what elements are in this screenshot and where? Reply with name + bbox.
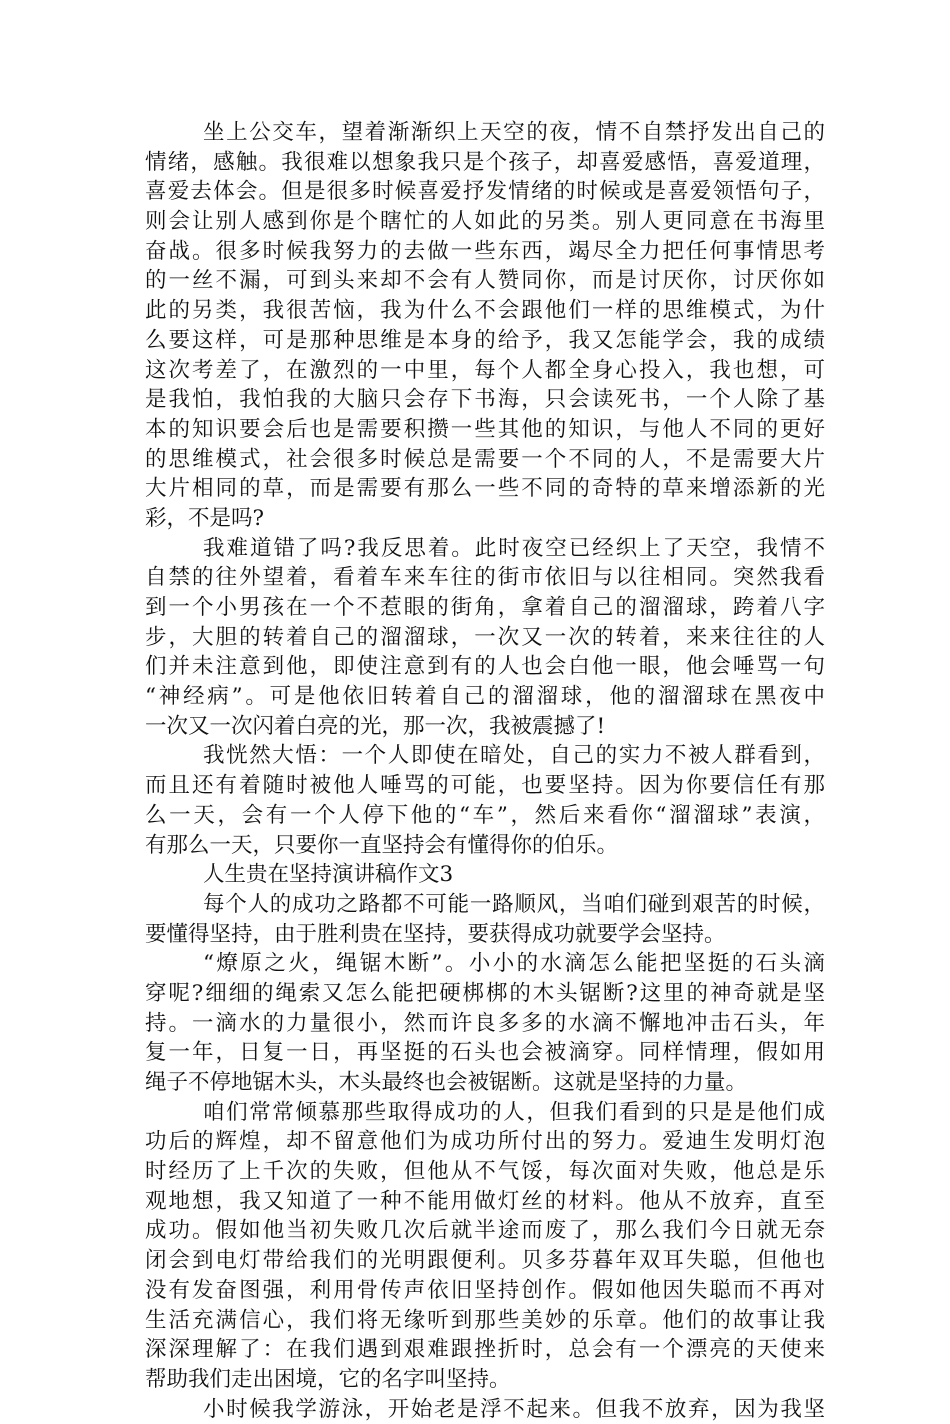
text-line: 帮助我们走出困境，它的名字叫坚持。 [145, 1366, 511, 1392]
text-line: 的思维模式，社会很多时候总是需要一个不同的人，不是需要大片 [145, 446, 825, 472]
text-line: 穿呢?细细的绳索又怎么能把硬梆梆的木头锯断?这里的神奇就是坚 [145, 980, 825, 1006]
text-line: 我恍然大悟：一个人即使在暗处，自己的实力不被人群看到， [203, 743, 825, 769]
paragraph [145, 949, 825, 1097]
text-line: “燎原之火，绳锯木断”。小小的水滴怎么能把坚挺的石头滴 [203, 951, 825, 977]
text-line: 没有发奋图强，利用骨传声依旧坚持创作。假如他因失聪而不再对 [145, 1277, 825, 1303]
text-line: 到一个小男孩在一个不惹眼的街角，拿着自己的溜溜球，跨着八字 [145, 595, 825, 620]
text-line: 彩，不是吗? [145, 505, 265, 531]
text-line: 大片相同的草，而是需要有那么一些不同的奇特的草来增添新的光 [145, 476, 825, 502]
text-line: 坐上公交车，望着渐渐织上天空的夜，情不自禁抒发出自己的 [203, 120, 825, 145]
text-line: 喜爱去体会。但是很多时候喜爱抒发情绪的时候或是喜爱领悟句子， [145, 179, 825, 205]
text-line: 而且还有着随时被他人唾骂的可能，也要坚持。因为你要信任有那 [145, 773, 825, 799]
text-line: 复一年，日复一日，再坚挺的石头也会被滴穿。同样情理，假如用 [145, 1040, 825, 1066]
text-line: 小时候我学游泳，开始老是浮不起来。但我不放弃，因为我坚 [203, 1396, 825, 1422]
text-line: 们并未注意到他，即使注意到有的人也会白他一眼，他会唾骂一句 [145, 654, 825, 680]
text-line: 生活充满信心，我们将无缘听到那些美妙的乐章。他们的故事让我 [145, 1307, 825, 1333]
text-line: 奋战。很多时候我努力的去做一些东西，竭尽全力把任何事情思考 [145, 238, 825, 264]
text-line: 么一天，会有一个人停下他的“车”，然后来看你“溜溜球”表演， [145, 802, 825, 828]
text-line: 持。一滴水的力量很小，然而许良多多的水滴不懈地冲击石头，年 [145, 1010, 825, 1036]
text-line: 则会让别人感到你是个瞎忙的人如此的另类。别人更同意在书海里 [145, 209, 825, 235]
text-line: 观地想，我又知道了一种不能用做灯丝的材料。他从不放弃，直至 [145, 1188, 825, 1214]
paragraph [145, 890, 825, 949]
text-line: 步，大胆的转着自己的溜溜球，一次又一次的转着，来来往往的人 [145, 624, 825, 650]
text-line: 么要这样，可是那种思维是本身的给予，我又怎能学会，我的成绩 [145, 327, 825, 353]
document-page [145, 118, 825, 1424]
text-line: 咱们常常倾慕那些取得成功的人，但我们看到的只是是他们成 [203, 1099, 825, 1125]
text-line: 每个人的成功之路都不可能一路顺风，当咱们碰到艰苦的时候， [203, 891, 825, 917]
paragraph [145, 741, 825, 860]
text-line: 深深理解了：在我们遇到艰难跟挫折时，总会有一个漂亮的天使来 [145, 1337, 825, 1363]
text-line: 这次考差了，在激烈的一中里，每个人都全身心投入，我也想，可 [145, 357, 825, 383]
paragraph [145, 534, 825, 742]
section-heading: 人生贵在坚持演讲稿作文3 [203, 862, 454, 888]
text-line: 绳子不停地锯木头，木头最终也会被锯断。这就是坚持的力量。 [145, 1070, 748, 1095]
text-line: 闭会到电灯带给我们的光明跟便利。贝多芬暮年双耳失聪，但他也 [145, 1248, 825, 1274]
text-line: 一次又一次闪着白亮的光，那一次，我被震撼了! [145, 713, 606, 739]
text-line: 此的另类，我很苦恼，我为什么不会跟他们一样的思维模式，为什 [145, 298, 825, 324]
text-line: 自禁的往外望着，看着车来车往的街市依旧与以往相同。突然我看 [145, 565, 825, 591]
text-line: 我难道错了吗?我反思着。此时夜空已经织上了天空，我情不 [203, 535, 825, 561]
text-line: 功后的辉煌，却不留意他们为成功所付出的努力。爱迪生发明灯泡 [145, 1129, 825, 1155]
text-line: 成功。假如他当初失败几次后就半途而废了，那么我们今日就无奈 [145, 1218, 825, 1244]
text-line: 的一丝不漏，可到头来却不会有人赞同你，而是讨厌你，讨厌你如 [145, 268, 825, 294]
text-line: 要懂得坚持，由于胜利贵在坚持，要获得成功就要学会坚持。 [145, 921, 726, 947]
paragraph [145, 1098, 825, 1395]
text-line: “神经病”。可是他依旧转着自己的溜溜球，他的溜溜球在黑夜中 [145, 684, 825, 710]
text-line: 情绪，感触。我很难以想象我只是个孩子，却喜爱感悟，喜爱道理， [145, 149, 825, 175]
text-line: 是我怕，我怕我的大脑只会存下书海，只会读死书，一个人除了基 [145, 387, 825, 413]
paragraph [145, 118, 825, 534]
paragraph [145, 1395, 825, 1424]
text-line: 时经历了上千次的失败，但他从不气馁，每次面对失败，他总是乐 [145, 1159, 825, 1185]
text-line: 本的知识要会后也是需要积攒一些其他的知识，与他人不同的更好 [145, 416, 825, 442]
text-line: 有那么一天，只要你一直坚持会有懂得你的伯乐。 [145, 832, 619, 858]
